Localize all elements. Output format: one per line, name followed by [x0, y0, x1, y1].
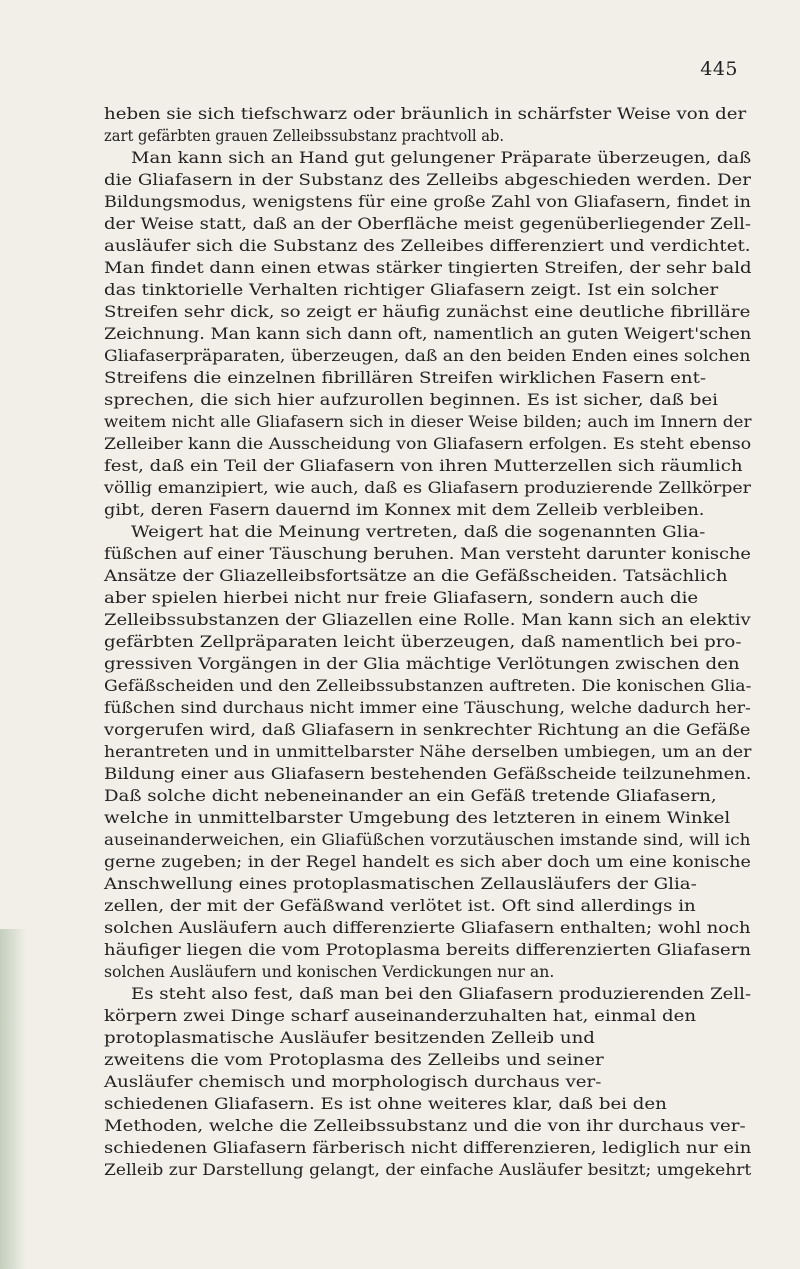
text-line: Bildungsmodus, wenigstens für eine große Zahl von Gliafasern, findet in	[104, 193, 751, 211]
text-line: zart gefärbten grauen Zelleibssubstanz prachtvoll ab.	[104, 127, 505, 145]
text-line: Gefäßscheiden und den Zelleibssubstanzen auftreten. Die konischen Glia-	[104, 677, 752, 695]
text-line: vorgerufen wird, daß Gliafasern in senkrechter Richtung an die Gefäße	[104, 721, 751, 739]
text-line: auseinanderweichen, ein Gliafüßchen vorzutäuschen imstande sind, will ich	[104, 831, 751, 849]
text-line: Weigert hat die Meinung vertreten, daß die sogenannten Glia-	[131, 523, 706, 541]
text-line: solchen Ausläufern auch differenzierte Gliafasern enthalten; wohl noch	[104, 919, 751, 937]
text-line: aber spielen hierbei nicht nur freie Gliafasern, sondern auch die	[104, 589, 699, 607]
text-line: gefärbten Zellpräparaten leicht überzeugen, daß namentlich bei pro-	[104, 633, 742, 651]
text-line: herantreten und in unmittelbarster Nähe derselben umbiegen, um an der	[104, 743, 752, 761]
text-line: das tinktorielle Verhalten richtiger Gliafasern zeigt. Ist ein solcher	[104, 281, 719, 299]
text-line: welche in unmittelbarster Umgebung des letzteren in einem Winkel	[104, 809, 731, 827]
text-line: fest, daß ein Teil der Gliafasern von ihren Mutterzellen sich räumlich	[104, 457, 743, 475]
text-line: völlig emanzipiert, wie auch, daß es Gliafasern produzierende Zellkörper	[104, 479, 751, 497]
text-line: gerne zugeben; in der Regel handelt es sich aber doch um eine konische	[104, 853, 751, 871]
text-line: Ansätze der Gliazelleibsfortsätze an die Gefäßscheiden. Tatsächlich	[104, 567, 728, 585]
text-line: Streifen sehr dick, so zeigt er häufig zunächst eine deutliche fibrilläre	[104, 303, 751, 321]
text-line: Anschwellung eines protoplasmatischen Zellausläufers der Glia-	[104, 875, 697, 893]
text-line: der Weise statt, daß an der Oberfläche meist gegenüberliegender Zell-	[104, 215, 751, 233]
text-line: Zelleibssubstanzen der Gliazellen eine Rolle. Man kann sich an elektiv	[104, 611, 751, 629]
text-line: Ausläufer chemisch und morphologisch durchaus ver-	[104, 1073, 602, 1091]
text-line: füßchen auf einer Täuschung beruhen. Man versteht darunter konische	[104, 545, 751, 563]
page-number: 445	[700, 58, 738, 80]
text-line: zellen, der mit der Gefäßwand verlötet ist. Oft sind allerdings in	[104, 897, 696, 915]
text-line: sprechen, die sich hier aufzurollen beginnen. Es ist sicher, daß bei	[104, 391, 718, 409]
text-line: Es steht also fest, daß man bei den Gliafasern produzierenden Zell-	[131, 985, 752, 1003]
text-line: protoplasmatische Ausläufer besitzenden Zelleib und	[104, 1029, 595, 1047]
text-line: Gliafaserpräparaten, überzeugen, daß an den beiden Enden eines solchen	[104, 347, 751, 365]
text-line: Bildung einer aus Gliafasern bestehenden Gefäßscheide teilzunehmen.	[104, 765, 752, 783]
text-line: Man kann sich an Hand gut gelungener Präparate überzeugen, daß	[131, 149, 752, 167]
text-line: Methoden, welche die Zelleibssubstanz und die von ihr durchaus ver-	[104, 1117, 746, 1135]
text-line: Daß solche dicht nebeneinander an ein Gefäß tretende Gliafasern,	[104, 787, 717, 805]
text-line: Zeichnung. Man kann sich dann oft, namentlich an guten Weigert'schen	[104, 325, 752, 343]
text-line: schiedenen Gliafasern. Es ist ohne weiteres klar, daß bei den	[104, 1095, 667, 1113]
text-line: solchen Ausläufern und konischen Verdickungen nur an.	[104, 963, 555, 981]
text-line: füßchen sind durchaus nicht immer eine Täuschung, welche dadurch her-	[104, 699, 751, 717]
text-line: die Gliafasern in der Substanz des Zelleibs abgeschieden werden. Der	[104, 171, 751, 189]
text-line: weitem nicht alle Gliafasern sich in dieser Weise bilden; auch im Innern der	[104, 413, 752, 431]
text-line: schiedenen Gliafasern färberisch nicht differenzieren, lediglich nur ein	[104, 1139, 752, 1157]
text-line: Zelleiber kann die Ausscheidung von Gliafasern erfolgen. Es steht ebenso	[104, 435, 752, 453]
text-line: häufiger liegen die vom Protoplasma bereits differenzierten Gliafasern	[104, 941, 751, 959]
text-line: gressiven Vorgängen in der Glia mächtige Verlötungen zwischen den	[104, 655, 740, 673]
text-line: körpern zwei Dinge scharf auseinanderzuhalten hat, einmal den	[104, 1007, 697, 1025]
text-line: ausläufer sich die Substanz des Zelleibes differenziert und verdichtet.	[104, 237, 751, 255]
page-edge-shadow	[0, 929, 26, 1269]
text-line: Streifens die einzelnen fibrillären Streifen wirklichen Fasern ent-	[104, 369, 707, 387]
text-line: gibt, deren Fasern dauernd im Konnex mit dem Zelleib verbleiben.	[104, 501, 705, 519]
text-line: heben sie sich tiefschwarz oder bräunlich in schärfster Weise von der	[104, 105, 747, 123]
text-line: zweitens die vom Protoplasma des Zelleibs und seiner	[104, 1051, 604, 1069]
text-line: Man findet dann einen etwas stärker tingierten Streifen, der sehr bald	[104, 259, 752, 277]
text-line: Zelleib zur Darstellung gelangt, der einfache Ausläufer besitzt; umgekehrt	[104, 1161, 752, 1179]
